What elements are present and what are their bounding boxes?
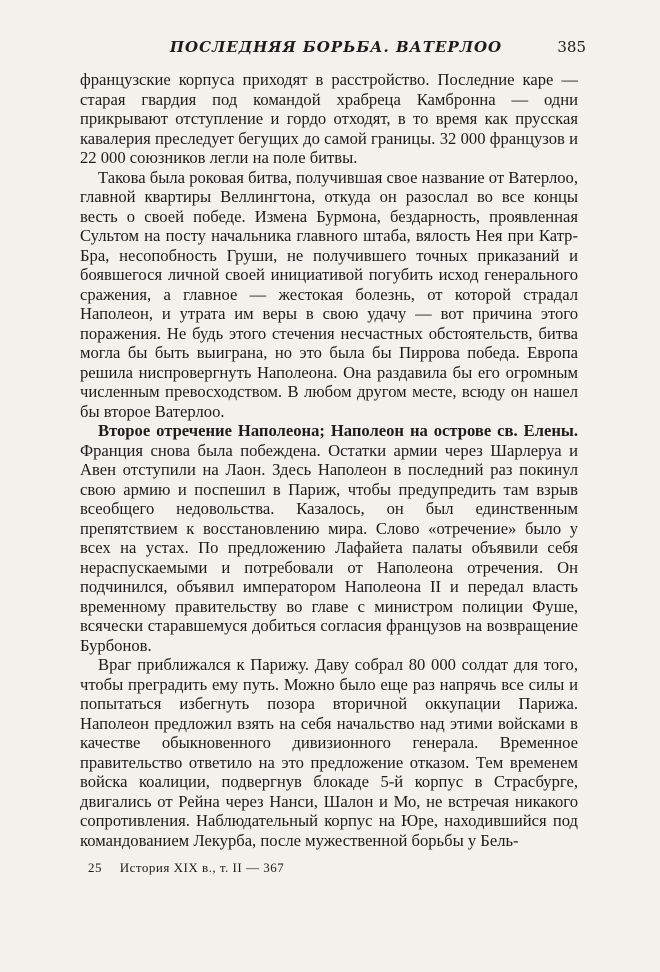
paragraph-text: французские корпуса приходят в расстройство. Последние каре — старая гвардия под командой храбреца Камбронна — одни прикрывают отступление и гордо отходят, в то время как прусская кавалерия преследует бегущих до самой границы. 32 000 французов и 22 000 союзников легли на поле битвы. xyxy=(80,70,578,167)
paragraph xyxy=(80,70,578,168)
running-title: ПОСЛЕДНЯЯ БОРЬБА. ВАТЕРЛОО xyxy=(169,38,503,56)
paragraph xyxy=(80,168,578,422)
signature-footer xyxy=(88,860,298,876)
page-number: 385 xyxy=(557,38,586,56)
section-run-in-heading: Второе отречение Наполеона; Наполеон на острове св. Елены. xyxy=(98,421,578,440)
publication-line: История XIX в., т. II — 367 xyxy=(119,860,285,875)
paragraph-text: Франция снова была побеждена. Остатки армии через Шарлеруа и Авен отступили на Лаон. Здесь Наполеон в последний раз покинул свою армию и поспешил в Париж, чтобы предупредить там взрыв всеобщего недовольства. Казалось, он был единственным препятствием к восстановлению мира. Слово «отречение» было у всех на устах. По предложению Лафайета палаты объявили себя нераспускаемыми и потребовали от Наполеона отречения. Он подчинился, объявил императором Наполеона II и передал власть временному правительству во главе с министром полиции Фуше, всячески старавшемуся добиться согласия французов на возвращение Бурбонов. xyxy=(80,440,578,655)
paragraph-text: Враг приближался к Парижу. Даву собрал 80 000 солдат для того, чтобы преградить ему путь. Можно было еще раз напрячь все силы и попытаться избегнуть позора вторичной оккупации Парижа. Наполеон предложил взять на себя начальство над этими войсками в качестве обыкновенного дивизионного генерала. Временное правительство ответило на это предложение отказом. Тем временем войска коалиции, подвергнув блокаде 5-й корпус в Страсбурге, двигались от Рейна через Нанси, Шалон и Мо, не встречая никакого сопротивления. Наблюдательный корпус на Юре, находившийся под командованием Лекурба, после мужественной борьбы у Бель- xyxy=(80,655,578,850)
running-head xyxy=(86,38,586,60)
paragraph xyxy=(80,421,578,655)
signature-number: 25 xyxy=(88,860,102,875)
paragraph-text: Такова была роковая битва, получившая свое название от Ватерлоо, главной квартиры Веллингтона, откуда он разослал во все концы весть о своей победе. Измена Бурмона, бездарность, проявленная Сультом на посту начальника главного штаба, вялость Нея при Катр-Бра, несопобность Груши, не получившего точных приказаний и боявшегося личной своей инициативой погубить исход генерального сражения, а главное — жестокая болезнь, от которой страдал Наполеон, и утрата им веры в свою удачу — вот причина этого поражения. Не будь этого стечения несчастных обстоятельств, битва могла бы быть выиграна, но это была бы Пиррова победа. Европа решила ниспровергнуть Наполеона. Она раздавила бы его огромным численным превосходством. В любом другом месте, всюду он нашел бы второе Ватерлоо. xyxy=(80,167,578,421)
body-text xyxy=(80,70,578,850)
paragraph xyxy=(80,655,578,850)
